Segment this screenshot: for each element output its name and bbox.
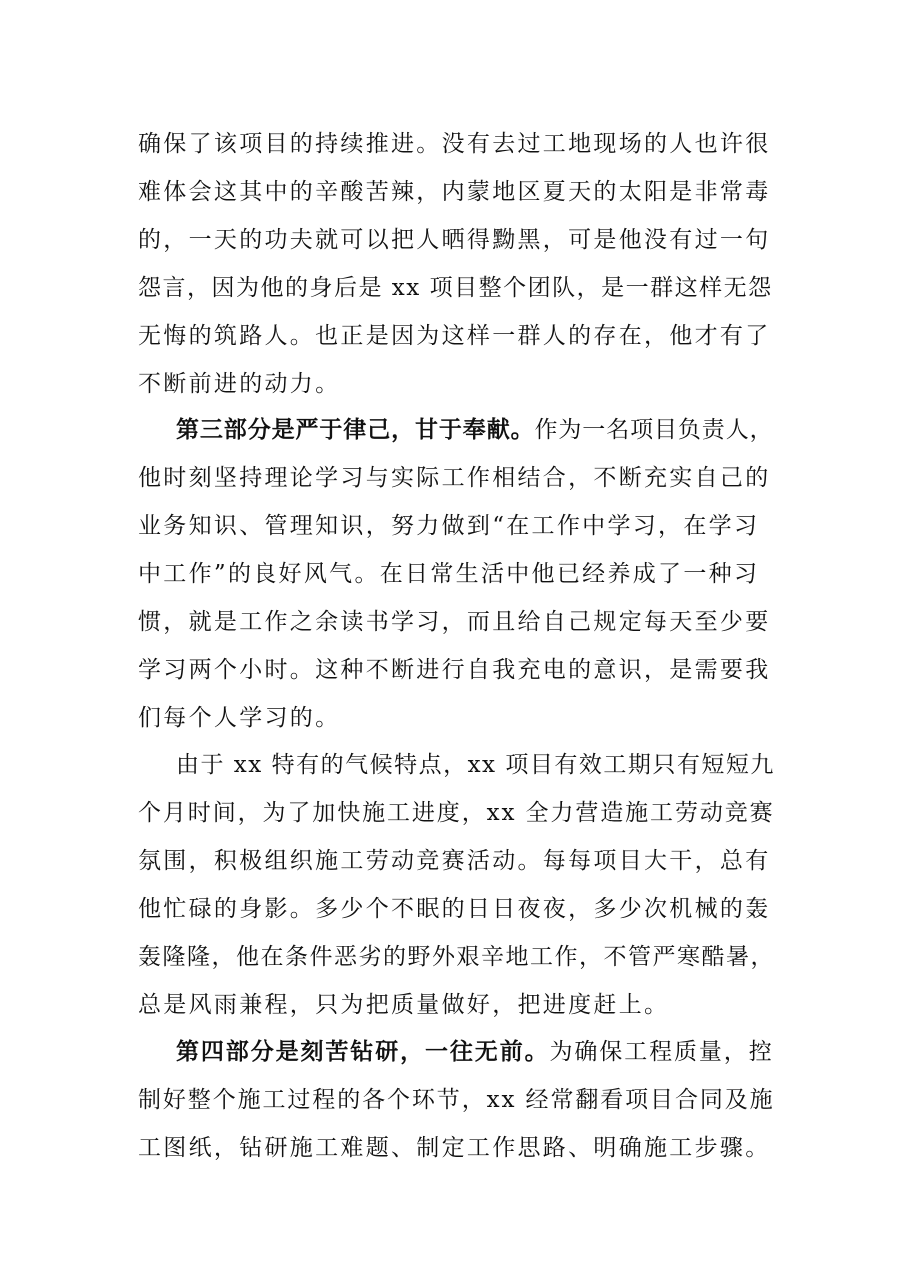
text-line: 怨言，因为他的身后是 xx 项目整个团队，是一群这样无怨: [138, 275, 773, 301]
text-line: 业务知识、管理知识，努力做到“在工作中学习，在学习: [138, 513, 760, 539]
text-line: 确保了该项目的持续推进。没有去过工地现场的人也许很: [138, 131, 771, 157]
text-line: 氛围，积极组织施工劳动竞赛活动。每每项目大干，总有: [138, 848, 771, 874]
text-line: 惯，就是工作之余读书学习，而且给自己规定每天至少要: [138, 609, 771, 635]
text-line: 工图纸，钻研施工难题、制定工作思路、明确施工步骤。: [138, 1135, 771, 1161]
paragraph-first-line: [176, 415, 774, 445]
text-run: 为确保工程质量，控: [549, 1039, 774, 1065]
text-line: 中工作”的良好风气。在日常生活中他已经养成了一种习: [138, 561, 760, 587]
paragraph-first-line: 由于 xx 特有的气候特点，xx 项目有效工期只有短短九: [176, 752, 775, 778]
text-line: 学习两个小时。这种不断进行自我充电的意识，是需要我: [138, 657, 771, 683]
text-line: 总是风雨兼程，只为把质量做好，把进度赶上。: [138, 992, 670, 1018]
paragraph-first-line: [176, 1037, 774, 1067]
text-line: 他时刻坚持理论学习与实际工作相结合，不断充实自己的: [138, 465, 771, 491]
text-line: 难体会这其中的辛酸苦辣，内蒙地区夏天的太阳是非常毒: [138, 179, 771, 205]
text-run: 作为一名项目负责人，: [534, 417, 774, 443]
text-line: 不断前进的动力。: [138, 371, 341, 397]
text-line: 轰隆隆，他在条件恶劣的野外艰辛地工作，不管严寒酷暑，: [138, 944, 775, 970]
section-heading: 第三部分是严于律己，甘于奉献。: [176, 416, 535, 443]
text-line: 的，一天的功夫就可以把人晒得黝黑，可是他没有过一句: [138, 227, 771, 253]
text-line: 制好整个施工过程的各个环节，xx 经常翻看项目合同及施: [138, 1087, 775, 1113]
section-heading: 第四部分是刻苦钻研，一往无前。: [176, 1038, 550, 1065]
text-line: 们每个人学习的。: [138, 705, 341, 731]
text-line: 无悔的筑路人。也正是因为这样一群人的存在，他才有了: [138, 323, 771, 349]
text-line: 个月时间，为了加快施工进度，xx 全力营造施工劳动竞赛: [138, 800, 775, 826]
text-line: 他忙碌的身影。多少个不眠的日日夜夜，多少次机械的轰: [138, 896, 771, 922]
